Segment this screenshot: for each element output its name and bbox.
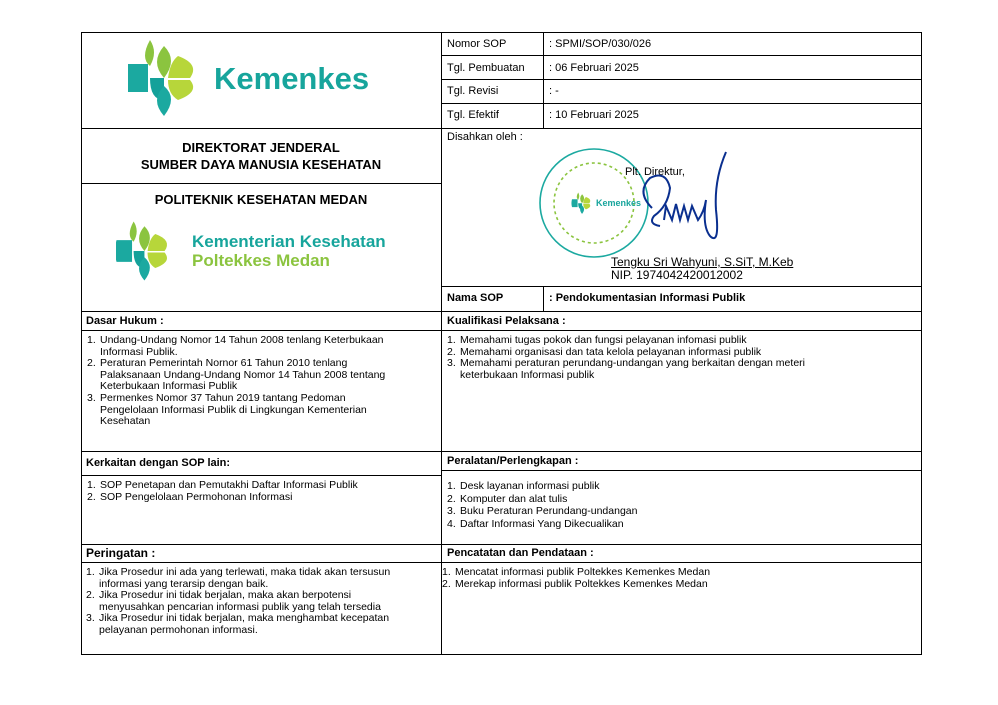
list-item-number: 1. [86, 566, 95, 578]
signature-icon [630, 150, 740, 260]
meta-label-efektif: Tgl. Efektif [447, 109, 499, 121]
section-title-peralatan: Peralatan/Perlengkapan : [447, 455, 579, 467]
list-item-text: Komputer dan alat tulis [460, 492, 568, 505]
directorate-line2: SUMBER DAYA MANUSIA KESEHATAN [140, 157, 382, 172]
list-item-text: Merekap informasi publik Poltekkes Kemenkes Medan [455, 577, 708, 590]
list-item [442, 567, 917, 579]
meta-label-pembuatan: Tgl. Pembuatan [447, 62, 525, 74]
list-item-text: Memahami peraturan perundang-undangan yang berkaitan dengan meteri [460, 357, 805, 370]
list-item-number: 1. [447, 480, 456, 492]
list-item-number: 2. [447, 492, 456, 505]
list-item-number: 2. [442, 577, 451, 590]
list-item [447, 480, 917, 493]
approver-nip: NIP. 1974042420012002 [611, 268, 743, 282]
list-item-number: 2. [87, 357, 96, 370]
list-item-number: 1. [87, 334, 96, 346]
list-item-text: Undang-Undang Nomor 14 Tahun 2008 tenlang Keterbukaan [100, 334, 384, 346]
list-item [447, 335, 917, 347]
list-item [87, 358, 437, 393]
kemenkes-logo [128, 38, 378, 122]
peringatan-list [86, 567, 440, 637]
meta-value-revisi: : - [549, 85, 559, 97]
list-item-number: 4. [447, 517, 456, 530]
list-item-text: SOP Penetapan dan Pemutakhi Daftar Informasi Publik [100, 479, 358, 491]
list-item-text: SOP Pengelolaan Permohonan Informasi [100, 490, 293, 503]
section-title-peringatan: Peringatan : [86, 546, 156, 560]
meta-label-nomor: Nomor SOP [447, 38, 507, 50]
kualifikasi-list [447, 335, 917, 381]
list-item [87, 335, 437, 358]
list-item-number: 3. [447, 505, 456, 518]
logo-poltekkes-text: Poltekkes Medan [192, 251, 330, 270]
sop-name-value: : Pendokumentasian Informasi Publik [549, 292, 746, 304]
list-item-text: Buku Peraturan Perundang-undangan [460, 505, 638, 518]
list-item [87, 480, 437, 492]
stamp-inner-text: Kemenkes [596, 198, 642, 208]
list-item-text: informasi yang terarsip dengan baik. [99, 577, 269, 590]
meta-value-pembuatan: : 06 Februari 2025 [549, 62, 639, 74]
section-title-kerkaitan: Kerkaitan dengan SOP lain: [86, 457, 231, 469]
section-title-pencatatan: Pencatatan dan Pendataan : [447, 547, 594, 559]
list-item-text: Jika Prosedur ini tidak berjalan, maka menghambat kecepatan [99, 612, 390, 625]
kemenkes-wordmark: Kemenkes [214, 61, 370, 96]
list-item-text: Daftar Informasi Yang Dikecualikan [460, 517, 624, 530]
list-item [447, 493, 917, 506]
approver-role: Plt. Direktur, [625, 166, 685, 178]
section-title-kualifikasi: Kualifikasi Pelaksana : [447, 315, 566, 327]
list-item [87, 393, 437, 428]
list-item-text: Keterbukaan Informasi Publik [100, 380, 238, 393]
kemenkes-mark-icon [116, 220, 176, 282]
list-item [87, 492, 437, 504]
approver-name: Tengku Sri Wahyuni, S.SiT, M.Keb [611, 255, 794, 269]
institution-name: POLITEKNIK KESEHATAN MEDAN [154, 192, 368, 207]
sop-name-label: Nama SOP [447, 292, 504, 304]
list-item-text: Memahami organisasi dan tata kelola pelayanan informasi publik [460, 345, 762, 358]
peralatan-list [447, 480, 917, 530]
list-item-number: 3. [86, 612, 95, 625]
list-item-number: 2. [86, 589, 95, 602]
list-item [86, 567, 440, 590]
list-item-text: Informasi Publik. [100, 345, 178, 358]
list-item-text: menyusahkan pencarian informasi publik yang telah tersedia [99, 600, 381, 613]
meta-value-nomor: : SPMI/SOP/030/026 [549, 38, 652, 50]
list-item-text: Jika Prosedur ini tidak berjalan, maka akan berpotensi [99, 589, 352, 602]
list-item-text: Permenkes Nomor 37 Tahun 2019 tantang Pedoman [100, 391, 346, 404]
list-item [447, 518, 917, 531]
approval-label: Disahkan oleh : [447, 131, 523, 143]
directorate-line1: DIREKTORAT JENDERAL [182, 140, 340, 155]
poltekkes-logo [116, 220, 416, 284]
kerkaitan-list [87, 480, 437, 503]
list-item [442, 579, 917, 591]
list-item-text: Memahami tugas pokok dan fungsi pelayanan infomasi publik [460, 334, 747, 346]
logo-ministry-text: Kementerian Kesehatan [192, 232, 386, 251]
pencatatan-list [442, 567, 917, 590]
list-item-text: Pengelolaan Informasi Publik di Lingkungan Kementerian [100, 403, 367, 416]
meta-label-revisi: Tgl. Revisi [447, 85, 499, 97]
list-item [86, 613, 440, 636]
list-item [447, 505, 917, 518]
meta-value-efektif: : 10 Februari 2025 [549, 109, 639, 121]
list-item-number: 2. [447, 345, 456, 358]
list-item-number: 1. [87, 479, 96, 491]
list-item-number: 3. [447, 357, 456, 370]
list-item-text: pelayanan permohonan informasi. [99, 623, 258, 636]
dasar-hukum-list [87, 335, 437, 428]
list-item-number: 2. [87, 490, 96, 503]
list-item-text: Desk layanan informasi publik [460, 480, 600, 492]
list-item-text: Jika Prosedur ini ada yang terlewati, maka tidak akan tersusun [99, 566, 391, 578]
list-item [447, 358, 917, 381]
kemenkes-mark-icon [128, 38, 204, 118]
list-item-text: keterbukaan Informasi publik [460, 368, 595, 381]
list-item-text: Kesehatan [100, 415, 151, 428]
list-item-number: 1. [442, 566, 451, 578]
list-item-number: 1. [447, 334, 456, 346]
list-item-text: Peraturan Pemerintah Nornor 61 Tahun 2010 tenlang [100, 357, 348, 370]
list-item [86, 590, 440, 613]
list-item-number: 3. [87, 391, 96, 404]
list-item-text: Palaksanaan Undang-Undang Nomor 14 Tahun 2008 tentang [100, 368, 386, 381]
list-item-text: Mencatat informasi publik Poltekkes Kemenkes Medan [455, 566, 711, 578]
section-title-dasar-hukum: Dasar Hukum : [86, 315, 164, 327]
